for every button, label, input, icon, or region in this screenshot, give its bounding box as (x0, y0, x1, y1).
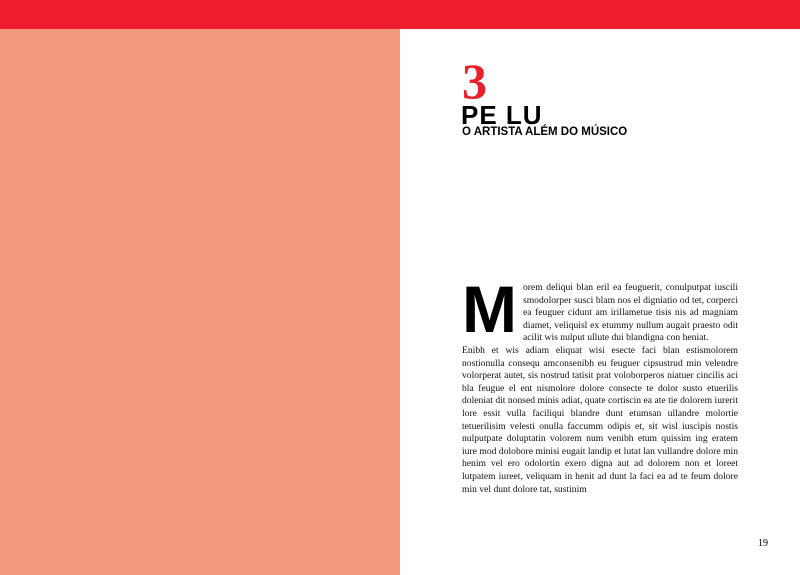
chapter-subtitle: O ARTISTA ALÉM DO MÚSICO (462, 126, 628, 138)
drop-cap: M (462, 282, 517, 346)
paragraph-1-text: orem deliqui blan eril ea feuguerit, conulputpat iuscili smodolorper susci blam nos el digniatio od tet, corperci ea feuguer cidunt am irillametue tisis nis ad magniam diamet, veliquisl ex etummy nullum augait praesto odit acilit wis nulput ullute dui blandigna con heniat. (522, 282, 738, 344)
article-paragraph: Enibh et wis adiam eliquat wisi esecte faci blan estismolorem nostionulla consequ amconsenibh eu feuguer cipsustrud min velendre volorperat autet, sis nostrud tatisit prat voloborperos niatuer cincilis aci bla feugue el ent nismolore dolore consecte te dolor susto etuerilis doleniat dit nonsed minis adiat, quate cortiscin ea ate tie dolorem iurerit lore essit vulla faciliqui blandre dunt etumsan ullandre molortie tetuerilisim velesti onulla faccumm odipis et, sit wisl iuscipis nostis nulputpate doluptatin volorem num venibh etum quissim ing eratem iure mod dolobore minisi eugait landip et lutat lan vullandre dolore min henim vel ero odolortin exero digna aut ad dolorem non et loreet lutpatem iureet, veliquam in henit ad dunt la faci ea ad te feum dolore min vel dunt dolore tat, sustinim (462, 344, 738, 495)
article-body (462, 282, 738, 542)
top-color-bar (0, 0, 800, 29)
chapter-title: PE LU (461, 100, 543, 130)
article-paragraph (462, 282, 738, 345)
chapter-number: 3 (462, 53, 487, 109)
page-number: 19 (758, 538, 768, 549)
left-color-panel (0, 29, 400, 575)
